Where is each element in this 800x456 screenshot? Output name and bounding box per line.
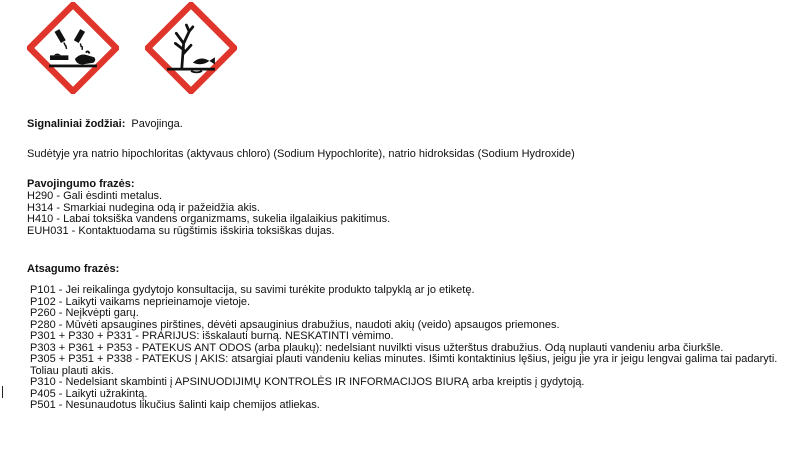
precautionary-statements-title: Atsagumo frazės: [27,263,120,275]
environment-pictogram-icon [145,2,237,94]
precautionary-statement: P303 + P361 + P353 - PATEKUS ANT ODOS (arba plaukų): nedelsiant nuvilkti visus užterštus drabužius. Odą nuplauti vandeniu arba čiurkšle. [30,341,724,354]
hazard-statements-title: Pavojingumo frazės: [27,178,135,190]
precautionary-statement: P310 - Nedelsiant skambinti į APSINUODIJIMŲ KONTROLĖS IR INFORMACIJOS BIURĄ arba kreiptis į gydytoją. [30,376,585,388]
hazard-statement: H410 - Labai toksiška vandens organizmams, sukelia ilgalaikius pakitimus. [27,213,391,225]
hazard-statements-list [27,190,390,236]
precautionary-statement: P301 + P330 + P331 - PRARIJUS: išskalauti burną. NESKATINTI vėmimo. [30,330,394,342]
composition-statement: Sudėtyje yra natrio hipochloritas (aktyvaus chloro) (Sodium Hypochlorite), natrio hidroksidas (Sodium Hydroxide) [27,148,575,160]
precautionary-statement: P101 - Jei reikalinga gydytojo konsultacija, su savimi turėkite produkto talpyklą ar jo etiketę. [30,284,475,296]
precautionary-statement: P501 - Nesunaudotus likučius šalinti kaip chemijos atliekas. [30,399,320,411]
text-cursor-mark [2,386,3,398]
hazard-statement: EUH031 - Kontaktuodama su rūgštimis išskiria toksiškas dujas. [27,224,335,237]
signal-word-value: Pavojinga. [131,118,183,130]
precautionary-statement: P305 + P351 + P338 - PATEKUS Į AKIS: atsargiai plauti vandeniu kelias minutes. Išimti kontaktinius lęšius, jeigu jie yra ir jeigu lengvai galima tai padaryti. Toliau plauti akis. [30,353,778,377]
signal-word-label: Signaliniai žodžiai: [27,118,126,130]
precautionary-statement: P405 - Laikyti užrakintą. [30,387,148,400]
corrosion-pictogram-icon [27,2,119,94]
precautionary-statement: P260 - Neįkvėpti garų. [30,307,139,319]
hazard-statement: H290 - Gali ėsdinti metalus. [27,190,163,202]
precautionary-statement: P102 - Laikyti vaikams neprieinamoje vietoje. [30,295,251,308]
precautionary-statement: P280 - Mūvėti apsaugines pirštines, dėvėti apsauginius drabužius, naudoti akių (veido) apsaugos priemones. [30,318,560,331]
signal-word-row [27,118,183,130]
precautionary-statements-list [30,285,800,412]
hazard-statement: H314 - Smarkiai nudegina odą ir pažeidžia akis. [27,201,260,214]
